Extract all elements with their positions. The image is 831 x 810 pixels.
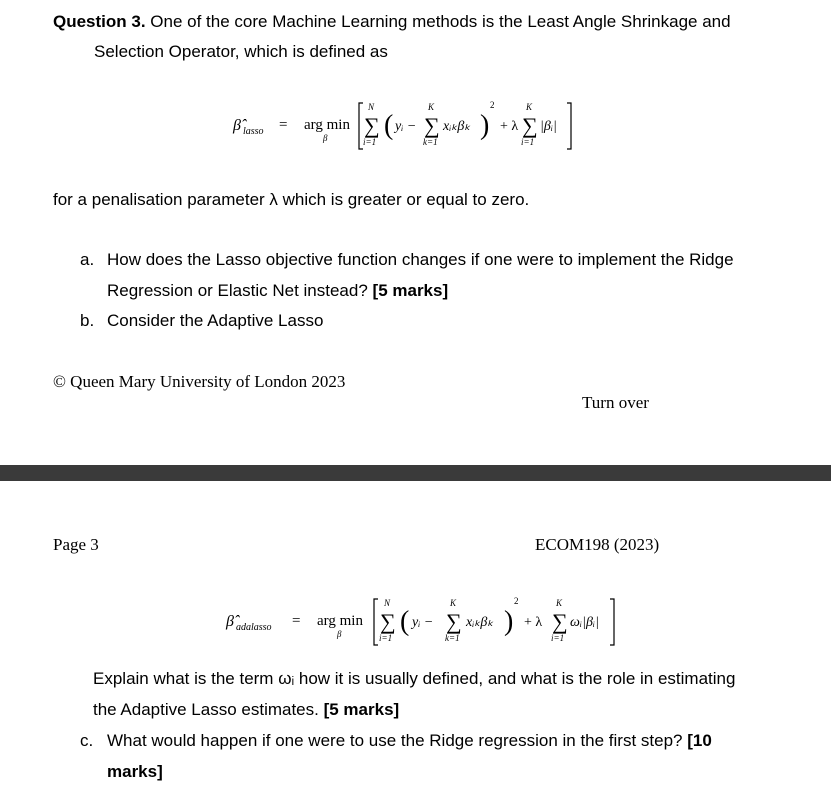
item-c-line1 [80, 731, 712, 751]
adalasso-sum3-bottom: i=1 [551, 633, 565, 643]
adalasso-sum1-top: N [384, 598, 391, 608]
item-b-line1 [80, 311, 323, 331]
item-c-marks-2: marks] [107, 762, 163, 781]
adalasso-x-term: xᵢₖβₖ [466, 615, 494, 630]
adalasso-beta-hat: β̂ [226, 613, 234, 630]
adalasso-left-bracket [374, 599, 378, 645]
adalasso-penalty: + λ [524, 615, 543, 630]
item-b-explain-text: the Adaptive Lasso estimates. [93, 700, 324, 719]
adalasso-sum1-bottom: i=1 [379, 633, 393, 643]
item-b-explain-line2 [93, 700, 399, 720]
adalasso-argmin: arg min [317, 613, 363, 629]
lasso-sum1-bottom: i=1 [363, 137, 377, 147]
lasso-sum1-top: N [368, 102, 375, 112]
adalasso-y-term: yᵢ − [412, 615, 434, 630]
item-a-text-2: Regression or Elastic Net instead? [107, 281, 373, 300]
adalasso-weight-term: ωᵢ|βᵢ| [570, 615, 599, 630]
item-b-marker: b. [80, 311, 95, 330]
lasso-equals: = [279, 117, 288, 133]
adalasso-right-bracket [610, 599, 614, 645]
adalasso-beta-subscript: adalasso [236, 622, 272, 633]
lasso-left-paren: ( [384, 110, 394, 141]
lasso-argmin: arg min [304, 117, 350, 133]
lasso-y-term: yᵢ − [395, 119, 417, 134]
page-separator [0, 465, 831, 481]
lasso-penalty: + λ [500, 119, 519, 134]
adalasso-sum3-symbol: ∑ [552, 609, 568, 634]
adalasso-power: 2 [514, 596, 519, 606]
item-b-marks: [5 marks] [323, 700, 400, 719]
question-intro-line2: Selection Operator, which is defined as [94, 42, 388, 61]
item-a-line2 [107, 281, 448, 301]
question-intro-text: One of the core Machine Learning methods is the Least Angle Shrinkage and [145, 12, 731, 31]
lasso-sum2-top: K [428, 102, 435, 112]
question-label: Question 3. [53, 12, 146, 31]
lasso-sum3-symbol: ∑ [522, 113, 538, 138]
item-b-text: Consider the Adaptive Lasso [107, 311, 324, 330]
adalasso-sum3-top: K [556, 598, 563, 608]
adalasso-sum2-symbol: ∑ [446, 609, 462, 634]
lasso-right-bracket [567, 103, 571, 149]
course-code: ECOM198 (2023) [535, 535, 660, 554]
page-bottom [0, 481, 831, 810]
turn-over-label: Turn over [582, 393, 649, 412]
copyright-footer: © Queen Mary University of London 2023 [53, 372, 346, 391]
adalasso-sum2-top: K [450, 598, 457, 608]
item-c-line2 [107, 762, 163, 782]
question-intro-line1 [53, 12, 731, 32]
adalasso-equals: = [292, 613, 301, 629]
adalasso-argmin-sub: β [337, 629, 342, 639]
lasso-power: 2 [490, 100, 495, 110]
item-a-marks: [5 marks] [372, 281, 449, 300]
adalasso-left-paren: ( [400, 606, 410, 637]
item-a-text: How does the Lasso objective function changes if one were to implement the Ridge [107, 250, 734, 269]
item-b-explain-line1: Explain what is the term ωᵢ how it is usually defined, and what is the role in estimating [93, 669, 736, 688]
lasso-x-term: xᵢₖβₖ [443, 119, 471, 134]
lasso-right-paren: ) [480, 110, 490, 141]
adalasso-sum1-symbol: ∑ [380, 609, 396, 634]
lasso-formula [225, 95, 585, 157]
lasso-beta-hat: β̂ [233, 117, 241, 134]
item-c-text: What would happen if one were to use the Ridge regression in the first step? [107, 731, 688, 750]
lasso-sum2-symbol: ∑ [424, 113, 440, 138]
page-number: Page 3 [53, 535, 99, 554]
adalasso-formula [220, 591, 630, 653]
lasso-argmin-sub: β [323, 133, 328, 143]
item-c-marks-1: [10 [687, 731, 712, 750]
lasso-sum1-symbol: ∑ [364, 113, 380, 138]
item-c-marker: c. [80, 731, 94, 750]
penalisation-text: for a penalisation parameter λ which is greater or equal to zero. [53, 190, 530, 209]
lasso-sum3-top: K [526, 102, 533, 112]
lasso-abs-term: |βᵢ| [540, 119, 557, 134]
item-a-marker: a. [80, 250, 95, 269]
lasso-sum3-bottom: i=1 [521, 137, 535, 147]
adalasso-sum2-bottom: k=1 [445, 633, 460, 643]
adalasso-right-paren: ) [504, 606, 514, 637]
lasso-beta-subscript: lasso [243, 126, 264, 137]
lasso-sum2-bottom: k=1 [423, 137, 438, 147]
item-a-line1 [80, 250, 734, 270]
